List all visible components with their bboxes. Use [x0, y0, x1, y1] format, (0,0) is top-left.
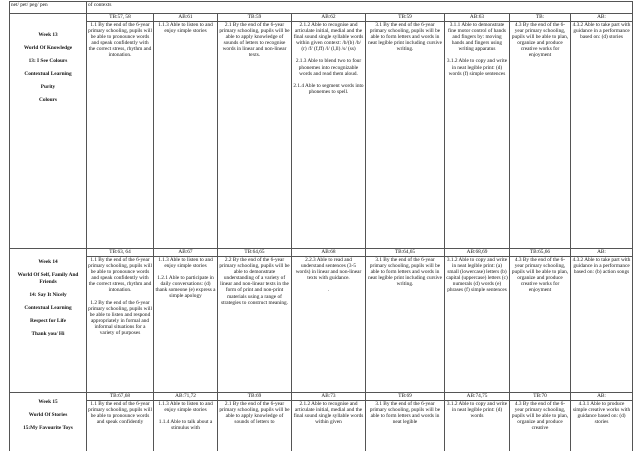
week-cell: [10, 249, 87, 393]
standard-cell: [445, 257, 510, 393]
week-info-line: World Of Knowledge: [23, 45, 73, 51]
standard-text: 3.1.1 Able to demonstrate fine motor control of hands and fingers by: moving hands and fingers using writing apparatus: [448, 22, 506, 53]
week-info-line: Week 15: [38, 399, 58, 405]
standard-text: 2.1.2 Able to recognise and articulate initial, medial and the final sound single syllable words within given: [293, 401, 364, 426]
standard-text: 3.1 By the end of the 6-year primary schooling, pupils will be able to form letters and words in neat legible print including cursive writing.: [368, 257, 442, 288]
page-ref-cell: TB:63, 64: [87, 249, 154, 257]
standard-cell: [218, 401, 292, 451]
page-ref-cell: AB:62: [292, 14, 366, 22]
standard-text: 2.1.2 Able to recognise and articulate initial, medial and the final sound single syllable words within given context: /b/(b) /b/ (r) /f/ (f,ff) /l/ (l,ll) /s/ (ss): [293, 22, 364, 53]
standard-text: 3.1.2 Able to copy and write in neat legible print: (d) words (f) simple sentences: [446, 58, 508, 77]
week-info-line: Contextual Learning: [24, 304, 72, 311]
page-ref-cell: AB:74,75: [445, 393, 510, 401]
page-ref-cell: AB:68: [292, 249, 366, 257]
standard-cell: [571, 401, 633, 451]
standard-cell: [571, 257, 633, 393]
page-ref-cell: AB:73: [292, 393, 366, 401]
standard-text: 3.1 By the end of the 6-year primary schooling, pupils will be able to form letters and words in neat legible: [369, 401, 441, 426]
standard-text: 1.1 By the end of the 6-year primary schooling, pupils will be able to pronounce words and speak confidently with the correct stress, rhythm and intonation.: [88, 22, 152, 59]
week-info-line: World Of Self, Family And Friends: [17, 272, 79, 285]
standard-text: 1.2.1 Able to participate in daily conversations: (d) thank someone (e) express a simple apology: [155, 275, 216, 300]
page-ref-cell: AB:: [571, 393, 633, 401]
page-ref-cell: TB:69: [366, 393, 445, 401]
standard-cell: [218, 257, 292, 393]
standard-text: 4.3.2 Able to take part with guidance in a performance based on: (d) stories: [572, 22, 631, 41]
week-info-line: Purity: [40, 84, 56, 90]
standard-cell: [510, 257, 571, 393]
content-row: [10, 22, 633, 249]
standard-cell: [366, 401, 445, 451]
week-cell: [10, 14, 87, 249]
standard-text: 2.2 By the end of the 6-year primary schooling, pupils will be able to demonstrate understanding of a variety of linear and non-linear texts in the form of print and non-print materials using a range of strategies to construct meaning.: [219, 257, 290, 306]
standard-text: 2.1 By the end of the 6-year primary schooling, pupils will be able to apply knowledge of sounds of letters to: [219, 401, 290, 426]
page-ref-cell: TB:67,68: [87, 393, 154, 401]
standard-cell: [154, 22, 218, 249]
week-info-line: Colours: [39, 97, 57, 103]
week-info-line: 15:My Favourite Toys: [23, 425, 73, 431]
page-ref-cell: AB:67: [154, 249, 218, 257]
standard-cell: [292, 257, 366, 393]
week-cell: [10, 393, 87, 451]
standard-cell: [445, 401, 510, 451]
standard-text: 1.1.3 Able to listen to and enjoy simple stories: [158, 22, 213, 35]
page-ref-cell: AB:68,69: [445, 249, 510, 257]
standard-text: 2.2.3 Able to read and understand sentences (3-5 words) in linear and non-linear texts with guidance.: [295, 257, 362, 282]
page-ref-cell: AB:61: [154, 14, 218, 22]
standard-cell: [510, 22, 571, 249]
standard-cell: [154, 401, 218, 451]
page-ref-cell: TB:65,66: [510, 249, 571, 257]
standard-text: .: [327, 287, 330, 294]
page-ref-cell: TB:64,65: [366, 249, 445, 257]
week-info-line: Respect for Life: [29, 317, 67, 324]
week-info-line: 14: Say It Nicely: [29, 291, 67, 298]
week-info-line: World Of Stories: [28, 412, 68, 418]
standard-cell: [510, 401, 571, 451]
standard-cell: [218, 22, 292, 249]
standard-text: 2.1.3 Able to blend two to four phonemes into recognizable words and read them aloud.: [295, 58, 362, 77]
standard-text: 4.3.1 Able to produce simple creative works with guidance based on: (d) stories: [572, 401, 631, 426]
content-row: [10, 257, 633, 393]
standard-text: 1.1.3 Able to listen to and enjoy simple stories: [158, 401, 213, 414]
standard-cell: [87, 257, 154, 393]
page-ref-cell: TB:57, 58: [87, 14, 154, 22]
header-cell-1: net/ pet/ peg/ pen: [10, 2, 87, 14]
standard-text: 2.1.4 Able to segment words into phonemes to spell.: [293, 82, 364, 95]
page-ref-cell: AB:71,72: [154, 393, 218, 401]
page-ref-cell: TB:: [510, 14, 571, 22]
standard-cell: [87, 22, 154, 249]
week-ref-row: [10, 393, 633, 401]
standard-text: 1.2 By the end of the 6-year primary schooling, pupils will be able to listen and respond appropriately in formal and informal situations for a variety of purposes: [88, 299, 152, 337]
page-ref-cell: TB:70: [510, 393, 571, 401]
standard-text: 3.1 By the end of the 6-year primary schooling, pupils will be able to form letters and words in neat legible print including cursive writing.: [368, 22, 442, 53]
standard-cell: [571, 22, 633, 249]
week-info-line: Contextual Learning: [24, 71, 72, 77]
page-ref-cell: AB:: [571, 14, 633, 22]
standard-text: 1.1.3 Able to listen to and enjoy simple stories: [158, 257, 213, 270]
standard-text: 2.1 By the end of the 6-year primary schooling, pupils will be able to apply knowledge of sounds of letters to recognise words in linear and non-linear texts.: [219, 22, 290, 59]
standard-text: 1.1 By the end of the 6-year primary schooling, pupils will be able to pronounce words and speak confidently with the correct stress, rhythm and intonation.: [88, 257, 152, 294]
week-info-line: Week 13: [38, 32, 58, 38]
week-info-line: Thank you/ Hi: [31, 330, 65, 337]
week-info-line: Week 14: [38, 259, 58, 265]
week-ref-row: [10, 14, 633, 22]
page-ref-cell: TB:64,65: [218, 249, 292, 257]
standard-cell: [292, 401, 366, 451]
standard-cell: [366, 257, 445, 393]
standard-cell: [87, 401, 154, 451]
table-header-row: [10, 2, 633, 14]
standard-text: 1.1 By the end of the 6-year primary schooling, pupils will be able to pronounce words and speak confidently: [88, 401, 152, 426]
lesson-plan-table: [9, 1, 633, 451]
standard-text: 3.1.2 Able to copy and write in neat legible print: (a) small (lowercase) letters (b) capital (uppercase) letters (c) numerals (d) words (e) phrases (f) simple sentences: [446, 257, 508, 294]
standard-cell: [154, 257, 218, 393]
standard-text: 4.3 By the end of the 6-year primary schooling, pupils will be able to plan, organize and produce creative: [511, 401, 569, 432]
content-row: [10, 401, 633, 451]
week-ref-row: [10, 249, 633, 257]
page-ref-cell: AB:63: [445, 14, 510, 22]
standard-text: 1.1.4 Able to talk about a stimulus with: [158, 419, 213, 432]
standard-cell: [366, 22, 445, 249]
standard-cell: [292, 22, 366, 249]
standard-text: 4.3 By the end of the 6-year primary schooling, pupils will be able to plan, organize and produce creative works for enjoyment: [511, 22, 569, 59]
standard-text: 4.3.2 Able to take part with guidance in a performance based on: (b) action songs: [572, 257, 631, 276]
week-info-line: 13: I See Colours: [28, 58, 68, 64]
standard-text: 4.3 By the end of the 6-year primary schooling, pupils will be able to plan, organize and produce creative works for enjoyment: [511, 257, 569, 294]
page-ref-cell: AB:: [571, 249, 633, 257]
page-ref-cell: TB:59: [366, 14, 445, 22]
page-ref-cell: TB:69: [218, 393, 292, 401]
standard-text: 3.1.2 Able to copy and write in neat legible print: (d) words: [446, 401, 508, 420]
page-ref-cell: TB:59: [218, 14, 292, 22]
standard-cell: [445, 22, 510, 249]
header-cell-2: of contexts: [87, 2, 633, 14]
